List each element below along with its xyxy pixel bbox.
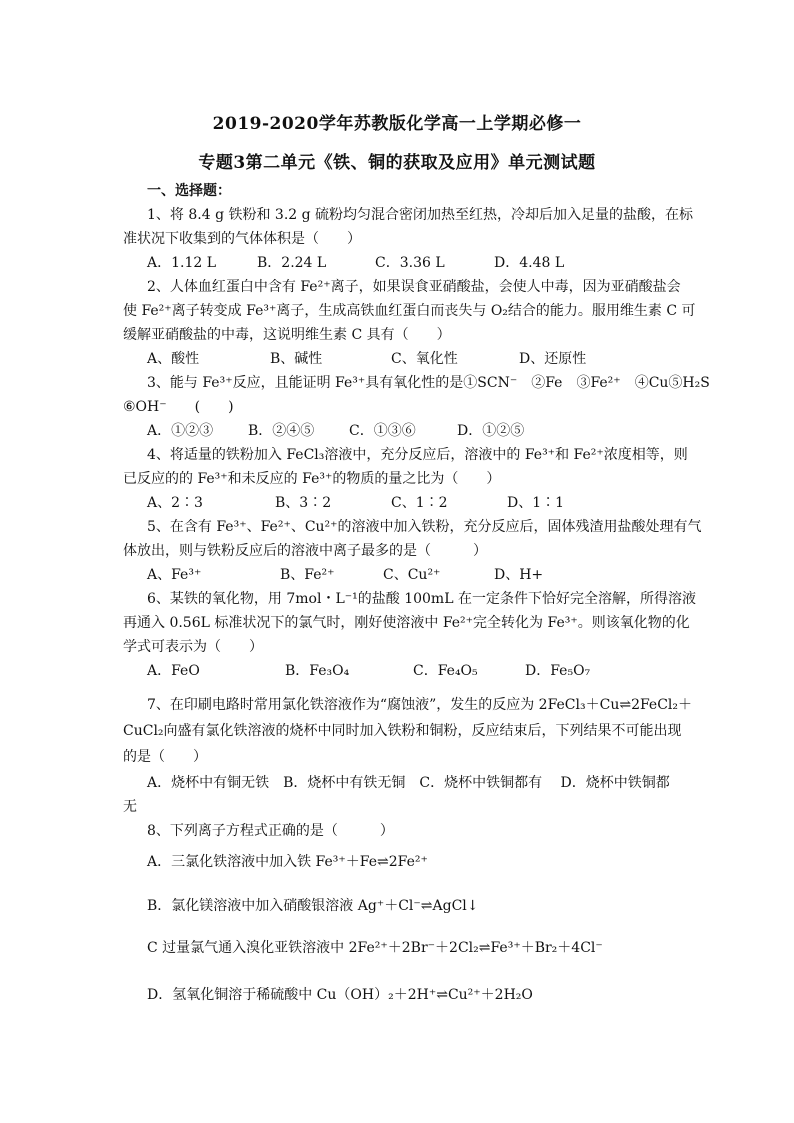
document-subtitle: 专题3第二单元《铁、铜的获取及应用》单元测试题 <box>198 153 596 173</box>
q2-line-1: 2、人体血红蛋白中含有 Fe²⁺离子，如果误食亚硝酸盐，会使人中毒，因为亚硝酸盐会 <box>147 279 681 295</box>
q8-option-d: D．氢氧化铜溶于稀硫酸中 Cu（OH）₂＋2H⁺⇌Cu²⁺＋2H₂O <box>147 987 533 1003</box>
q5-option-a: A、Fe³⁺ <box>147 567 202 583</box>
q7-line-1: 7、在印刷电路时常用氯化铁溶液作为“腐蚀液”，发生的反应为 2FeCl₃＋Cu⇌2FeCl₂＋ <box>147 697 693 713</box>
q8-line-1: 8、下列离子方程式正确的是（ ） <box>147 823 394 839</box>
q2-line-2: 使 Fe²⁺离子转变成 Fe³⁺离子，生成高铁血红蛋白而丧失与 O₂结合的能力。服用维生素 C 可 <box>123 303 696 319</box>
q1-option-a: A．1.12 L <box>147 255 217 271</box>
q6-option-d: D．Fe₅O₇ <box>525 663 591 679</box>
q8-option-b: B．氯化镁溶液中加入硝酸银溶液 Ag⁺＋Cl⁻⇌AgCl↓ <box>147 898 479 914</box>
q2-option-c: C、氧化性 <box>391 351 458 367</box>
q1-line-2: 准状况下收集到的气体体积是（ ） <box>123 231 361 247</box>
q6-option-a: A．FeO <box>147 663 200 679</box>
q7-options-cont: 无 <box>123 799 137 815</box>
q7-line-3: 的是（ ） <box>123 749 207 765</box>
q4-option-b: B、3∶2 <box>275 495 332 511</box>
q2-option-d: D、还原性 <box>519 351 587 367</box>
q6-line-3: 学式可表示为（ ） <box>123 639 263 655</box>
q1-option-b: B．2.24 L <box>257 255 327 271</box>
q3-line-2: ⑥OH⁻ ( ) <box>123 399 234 415</box>
q3-line-1: 3、能与 Fe³⁺反应，且能证明 Fe³⁺具有氧化性的是①SCN⁻ ②Fe ③Fe²⁺ ④Cu⑤H₂S <box>147 375 710 391</box>
q5-line-1: 5、在含有 Fe³⁺、Fe²⁺、Cu²⁺的溶液中加入铁粉，充分反应后，固体残渣用盐酸处理有气 <box>147 519 702 535</box>
q4-option-d: D、1∶1 <box>507 495 565 511</box>
q5-line-2: 体放出，则与铁粉反应后的溶液中离子最多的是（ ） <box>123 543 487 559</box>
q7-options: A．烧杯中有铜无铁 B．烧杯中有铁无铜 C．烧杯中铁铜都有 D．烧杯中铁铜都 <box>147 775 670 791</box>
q1-option-c: C．3.36 L <box>375 255 445 271</box>
q8-option-a: A．三氯化铁溶液中加入铁 Fe³⁺＋Fe⇌2Fe²⁺ <box>147 854 428 870</box>
q6-line-1: 6、某铁的氧化物，用 7mol・L⁻¹的盐酸 100mL 在一定条件下恰好完全溶解，所得溶液 <box>147 591 696 607</box>
q3-option-c: C．①③⑥ <box>349 423 416 439</box>
q4-option-c: C、1∶2 <box>391 495 448 511</box>
q2-line-3: 缓解亚硝酸盐的中毒，这说明维生素 C 具有（ ） <box>123 327 451 343</box>
q3-option-a: A．①②③ <box>147 423 214 439</box>
q2-option-b: B、碱性 <box>270 351 323 367</box>
document-title: 2019-2020学年苏教版化学高一上学期必修一 <box>212 114 582 134</box>
q2-option-a: A、酸性 <box>147 351 200 367</box>
q3-option-d: D．①②⑤ <box>457 423 525 439</box>
q6-option-b: B．Fe₃O₄ <box>285 663 350 679</box>
q4-option-a: A、2∶3 <box>147 495 203 511</box>
q5-option-b: B、Fe²⁺ <box>280 567 335 583</box>
q6-option-c: C．Fe₄O₅ <box>413 663 478 679</box>
q1-option-d: D．4.48 L <box>494 255 565 271</box>
q8-option-c: C 过量氯气通入溴化亚铁溶液中 2Fe²⁺＋2Br⁻＋2Cl₂⇌Fe³⁺＋Br₂＋4Cl⁻ <box>147 940 603 956</box>
q4-line-1: 4、将适量的铁粉加入 FeCl₃溶液中，充分反应后，溶液中的 Fe³⁺和 Fe²⁺浓度相等，则 <box>147 447 688 463</box>
q4-line-2: 已反应的的 Fe³⁺和未反应的 Fe³⁺的物质的量之比为（ ） <box>123 471 501 487</box>
q7-line-2: CuCl₂向盛有氯化铁溶液的烧杯中同时加入铁粉和铜粉，反应结束后，下列结果不可能出现 <box>123 723 682 739</box>
q5-option-c: C、Cu²⁺ <box>383 567 441 583</box>
q3-option-b: B．②④⑤ <box>248 423 315 439</box>
q5-option-d: D、H+ <box>494 567 544 583</box>
q6-line-2: 再通入 0.56L 标准状况下的氯气时，刚好使溶液中 Fe²⁺完全转化为 Fe³⁺。则该氧化物的化 <box>123 615 690 631</box>
section-heading: 一、选择题： <box>147 183 231 199</box>
q1-line-1: 1、将 8.4 g 铁粉和 3.2 g 硫粉均匀混合密闭加热至红热，冷却后加入足量的盐酸，在标 <box>147 207 694 223</box>
